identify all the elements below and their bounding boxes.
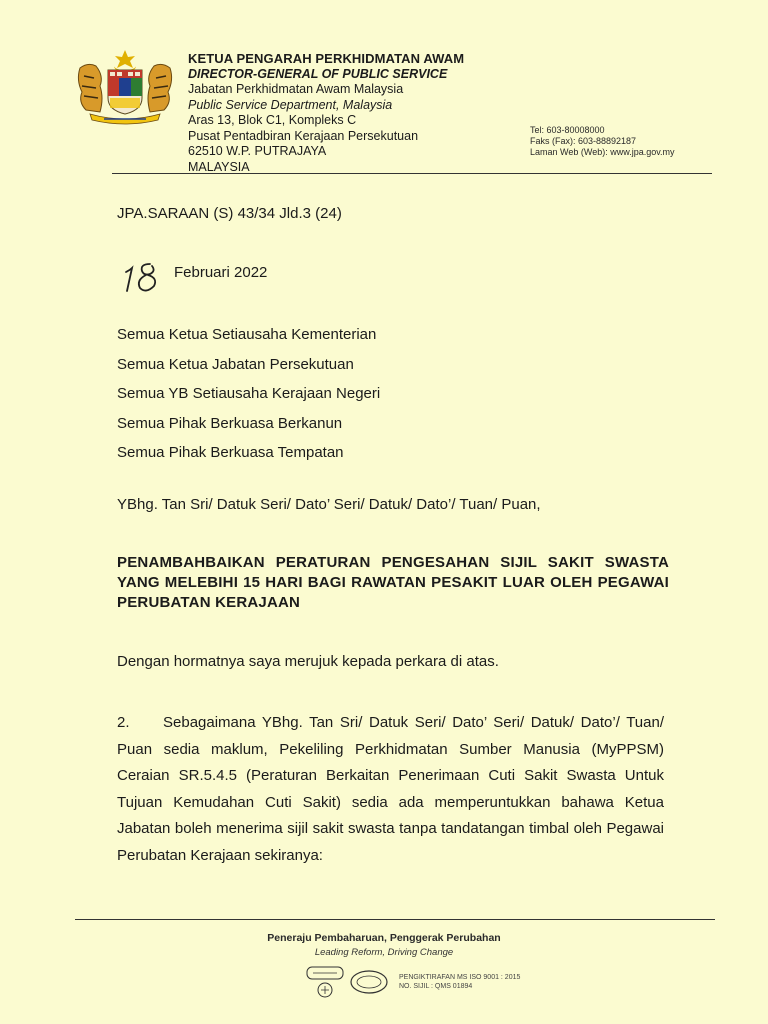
reference-number: JPA.SARAAN (S) 43/34 Jld.3 (24) [117, 205, 342, 222]
malaysia-coat-of-arms-icon [70, 48, 180, 128]
certification-text [399, 974, 520, 991]
paragraph-text: Sebagaimana YBhg. Tan Sri/ Datuk Seri/ Dato’ Seri/ Datuk/ Dato’/ Tuan/ Puan sedia maklum, Pekeliling Perkhidmatan Sumber Manusia (MyPPSM) Ceraian SR.5.4.5 (Peraturan Berkaitan Penerimaan Cuti Sakit Swasta Untuk Tujuan Kemudahan Cuti Sakit) sedia ada memperuntukkan bahawa Ketua Jabatan boleh menerima sijil sakit swasta tanpa tandatangan timbal oleh Pegawai Perubatan Kerajaan sekiranya: [117, 714, 664, 864]
salutation: YBhg. Tan Sri/ Datuk Seri/ Dato’ Seri/ Datuk/ Dato’/ Tuan/ Puan, [117, 496, 541, 513]
handwritten-date-day [122, 258, 166, 294]
address-line-2: Pusat Pentadbiran Kerajaan Persekutuan [188, 128, 419, 143]
letterhead-title-en: DIRECTOR-GENERAL OF PUBLIC SERVICE [188, 66, 448, 81]
footer-slogan-en: Leading Reform, Driving Change [314, 947, 454, 958]
department-name-en: Public Service Department, Malaysia [188, 97, 393, 112]
letterhead [188, 51, 464, 175]
recipient-line: Semua Ketua Setiausaha Kementerian [117, 326, 377, 343]
recipient-line: Semua YB Setiausaha Kerajaan Negeri [117, 385, 381, 402]
fax: Faks (Fax): 603-88892187 [530, 136, 637, 146]
recipient-line: Semua Pihak Berkuasa Tempatan [117, 444, 344, 461]
letter-subject: PENAMBAHBAIKAN PERATURAN PENGESAHAN SIJIL SAKIT SWASTA YANG MELEBIHI 15 HARI BAGI RAWATAN PESAKIT LUAR OLEH PEGAWAI PERUBATAN KERAJAAN [117, 554, 669, 611]
contact-info [530, 125, 675, 158]
address-line-4: MALAYSIA [188, 159, 250, 174]
recipient-line: Semua Pihak Berkuasa Berkanun [117, 414, 343, 432]
letter-date: Februari 2022 [174, 264, 268, 281]
footer-divider [75, 919, 715, 920]
address-line-1: Aras 13, Blok C1, Kompleks C [188, 113, 357, 127]
telephone: Tel: 603-80008000 [530, 125, 605, 135]
website: Laman Web (Web): www.jpa.gov.my [530, 147, 675, 157]
certification-line-2: NO. SIJIL : QMS 01894 [399, 982, 473, 990]
department-name-my: Jabatan Perkhidmatan Awam Malaysia [188, 82, 404, 96]
recipient-list [117, 320, 380, 468]
letterhead-title-my: KETUA PENGARAH PERKHIDMATAN AWAM [188, 51, 465, 66]
certification-logos-icon [303, 965, 393, 999]
address-line-3: 62510 W.P. PUTRAJAYA [188, 144, 327, 158]
opening-line: Dengan hormatnya saya merujuk kepada perkara di atas. [117, 653, 499, 670]
paragraph-number: 2. [117, 714, 130, 731]
paragraph-2 [117, 710, 664, 869]
certification-line-1: PENGIKTIRAFAN MS ISO 9001 : 2015 [399, 974, 521, 981]
letterhead-divider [112, 173, 712, 174]
footer-slogan-my: Peneraju Pembaharuan, Penggerak Perubahan [267, 932, 501, 944]
recipient-line: Semua Ketua Jabatan Persekutuan [117, 355, 354, 373]
